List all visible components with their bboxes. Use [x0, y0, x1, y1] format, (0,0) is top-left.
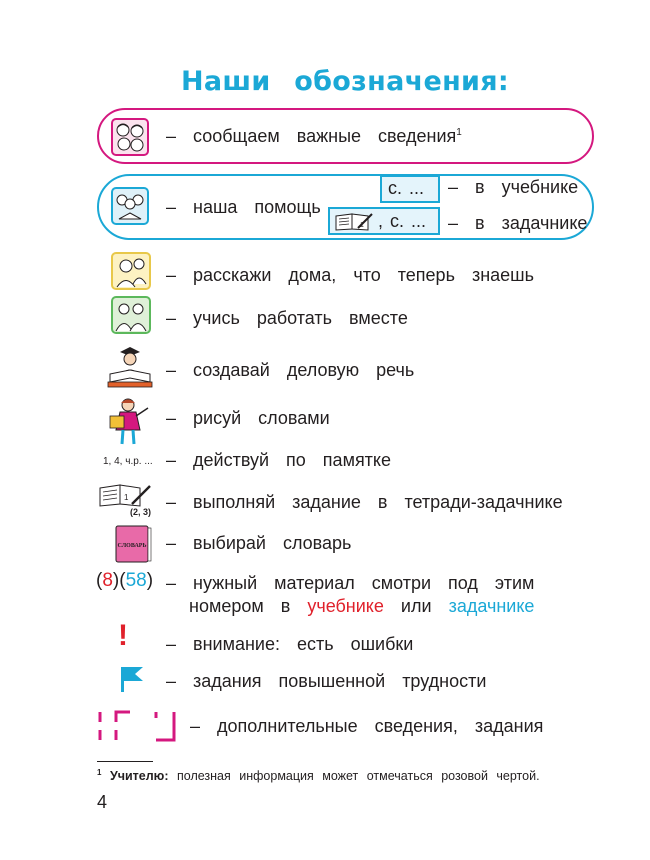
do-task-text: – выполняй задание в тетради-задачнике: [166, 492, 563, 512]
work-together-text: – учись работать вместе: [166, 308, 408, 328]
workbook-ref-box: 1 , с. ...: [328, 207, 440, 235]
business-speech-text: – создавай деловую речь: [166, 360, 415, 380]
material-text-line1: – нужный материал смотри под этим: [166, 573, 535, 593]
flag-icon: [119, 665, 145, 693]
reading-group-icon: [111, 187, 149, 225]
svg-text:1: 1: [360, 222, 364, 229]
hard-tasks-text: – задания повышенной трудности: [166, 671, 487, 691]
textbook-ref-label: – в учебнике: [448, 177, 579, 197]
two-pupils-icon: [111, 296, 151, 334]
notebook-pen-icon: [98, 482, 162, 518]
attention-text: – внимание: есть ошибки: [166, 634, 414, 654]
exclamation-icon: !: [118, 619, 128, 652]
footnote: $^1$ Учителю: полезная информация может отмечаться розовой чертой.: [97, 768, 540, 784]
scholar-reading-icon: [104, 344, 156, 388]
help-text: – наша помощь: [166, 197, 321, 217]
extra-text: – дополнительные сведения, задания: [190, 716, 544, 736]
material-numbers: (8)(58): [96, 570, 154, 591]
pink-brackets-icon: [96, 708, 186, 744]
dictionary-text: – выбирай словарь: [166, 533, 352, 553]
svg-text:(2, 3): (2, 3): [130, 507, 152, 517]
material-text-line2: номером в учебнике или задачнике: [189, 596, 535, 616]
draw-words-text: – рисуй словами: [166, 408, 330, 428]
act-by-memo-text: – действуй по памятке: [166, 450, 392, 470]
footnote-divider: [97, 761, 153, 762]
important-info-text: – сообщаем важные сведения$^1$: [166, 126, 462, 146]
faces-icon: [111, 118, 149, 156]
page-number: 4: [97, 792, 108, 812]
notebook-pen-icon: [334, 212, 374, 232]
svg-text:1: 1: [124, 493, 129, 502]
page-title: Наши обозначения:: [181, 66, 509, 97]
talking-at-home-icon: [111, 252, 151, 290]
workbook-ref-label: – в задачнике: [448, 213, 588, 233]
textbook-ref-box: с. ...: [380, 175, 440, 203]
tell-home-text: – расскажи дома, что теперь знаешь: [166, 265, 534, 285]
dictionary-book-icon: [113, 524, 153, 564]
svg-text:СЛОВАРЬ: СЛОВАРЬ: [117, 543, 147, 549]
girl-painting-icon: [108, 396, 152, 446]
memo-prefix: 1, 4, ч.р. ...: [103, 456, 153, 467]
